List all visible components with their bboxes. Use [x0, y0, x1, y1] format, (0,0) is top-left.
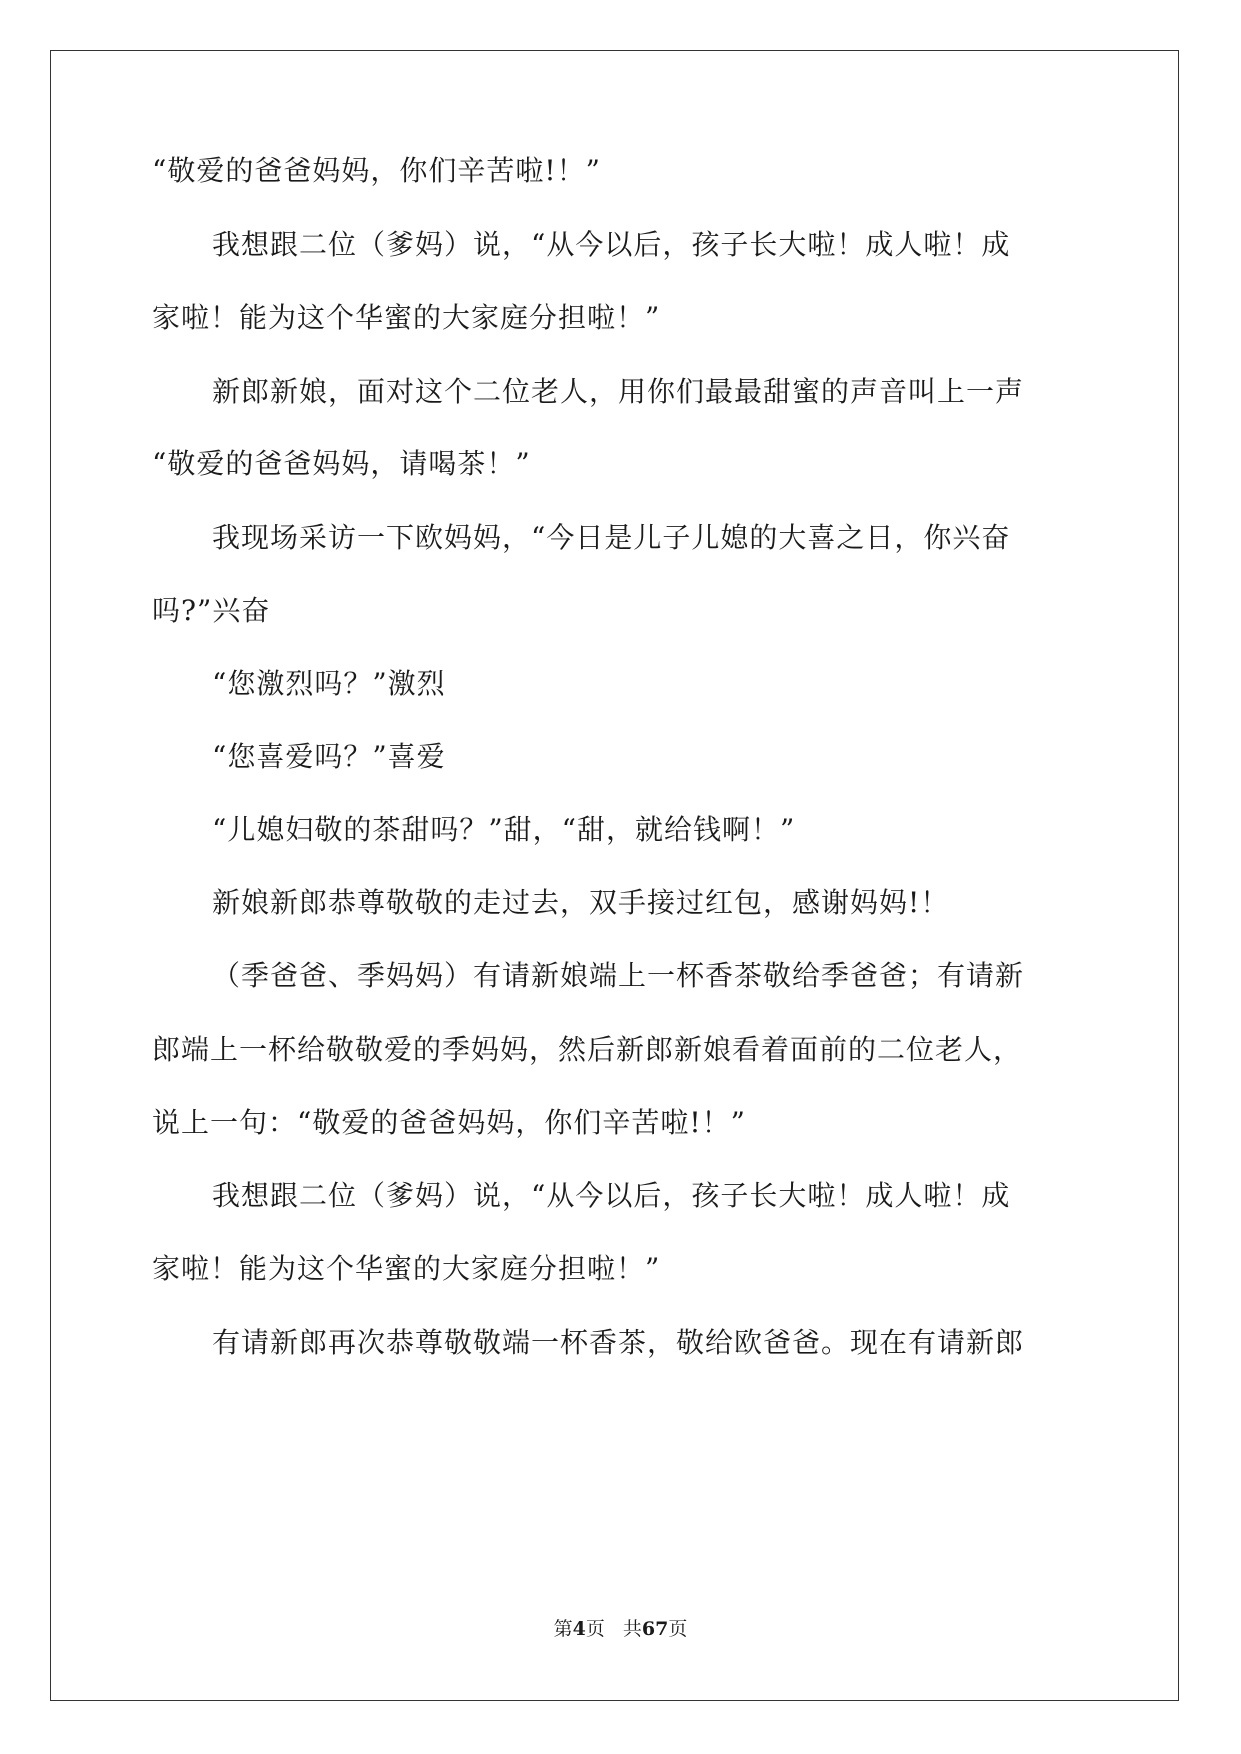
- paragraph-line: 新郎新娘，面对这个二位老人，用你们最最甜蜜的声音叫上一声: [212, 375, 1025, 408]
- text-line: 郎端上一杯给敬敬爱的季妈妈，然后新郎新娘看着面前的二位老人，: [152, 1033, 1023, 1066]
- paragraph-line: 我想跟二位（爹妈）说，“从今以后，孩子长大啦！成人啦！成: [212, 228, 1011, 261]
- text-line: “敬爱的爸爸妈妈，你们辛苦啦!！”: [152, 154, 601, 187]
- text-line: 家啦！能为这个华蜜的大家庭分担啦！”: [152, 1252, 661, 1285]
- page-number: 4: [572, 1618, 586, 1640]
- paragraph-line: 有请新郎再次恭尊敬敬端一杯香茶，敬给欧爸爸。现在有请新郎: [212, 1326, 1025, 1359]
- total-prefix: 共: [622, 1618, 642, 1640]
- page-border: [50, 50, 1179, 1701]
- paragraph-line: 我想跟二位（爹妈）说，“从今以后，孩子长大啦！成人啦！成: [212, 1179, 1011, 1212]
- paragraph-line: 我现场采访一下欧妈妈，“今日是儿子儿媳的大喜之日，你兴奋: [212, 521, 1011, 554]
- page-footer: [0, 1617, 1241, 1641]
- paragraph-line: （季爸爸、季妈妈）有请新娘端上一杯香茶敬给季爸爸；有请新: [212, 959, 1025, 992]
- text-line: 家啦！能为这个华蜜的大家庭分担啦！”: [152, 301, 661, 334]
- text-line: 吗?”兴奋: [152, 594, 271, 627]
- paragraph-line: “儿媳妇敬的茶甜吗？”甜，“甜，就给钱啊！”: [212, 813, 796, 846]
- total-suffix: 页: [668, 1618, 688, 1640]
- total-pages: 67: [641, 1618, 669, 1640]
- text-line: 说上一句：“敬爱的爸爸妈妈，你们辛苦啦!！”: [152, 1106, 746, 1139]
- paragraph-line: “您喜爱吗？”喜爱: [212, 740, 446, 773]
- paragraph-line: “您激烈吗？”激烈: [212, 667, 446, 700]
- page-suffix: 页: [585, 1618, 605, 1640]
- paragraph-line: 新娘新郎恭尊敬敬的走过去，双手接过红包，感谢妈妈!！: [212, 886, 950, 919]
- text-line: “敬爱的爸爸妈妈，请喝茶！”: [152, 447, 531, 480]
- page-prefix: 第: [553, 1618, 573, 1640]
